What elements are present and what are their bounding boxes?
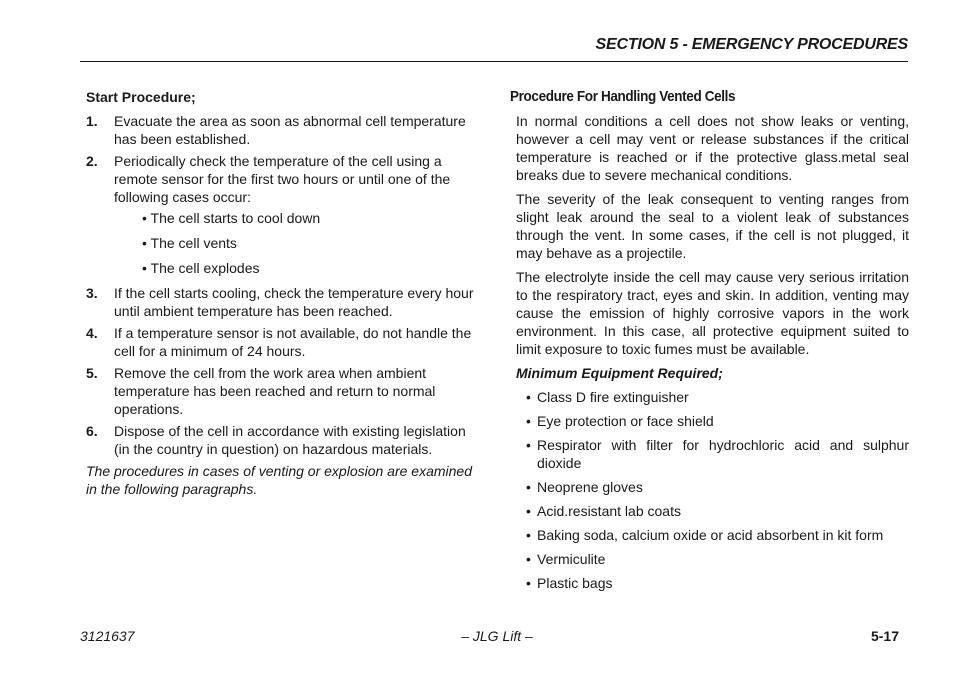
document-number: 3121637 bbox=[80, 628, 135, 644]
equipment-item: • Neoprene gloves bbox=[526, 479, 643, 495]
equipment-item: • Acid.resistant lab coats bbox=[526, 503, 681, 519]
step-number: 2. bbox=[86, 153, 98, 169]
bullet-icon: • bbox=[526, 503, 531, 519]
step-item bbox=[86, 422, 480, 458]
step-text: Evacuate the area as soon as abnormal cell temperature has been established. bbox=[114, 113, 466, 147]
equipment-item: • Vermiculite bbox=[526, 551, 606, 567]
step-number: 5. bbox=[86, 365, 98, 381]
equipment-list bbox=[526, 388, 909, 592]
equipment-item: • Class D fire extinguisher bbox=[526, 389, 689, 405]
bullet-icon: • bbox=[526, 575, 531, 591]
start-procedure-heading: Start Procedure; bbox=[86, 89, 196, 105]
bullet-icon: • bbox=[526, 413, 531, 429]
equipment-heading: Minimum Equipment Required; bbox=[516, 365, 723, 381]
step-item bbox=[86, 324, 480, 360]
paragraph: In normal conditions a cell does not show leaks or venting, however a cell may vent or release substances if the critical temperature is reached or if the protective glass.metal seal breaks due to severe mechanical conditions. bbox=[516, 113, 909, 183]
procedures-note: The procedures in cases of venting or explosion are examined in the following paragraphs. bbox=[86, 463, 472, 497]
start-procedure-steps bbox=[86, 112, 480, 458]
left-column bbox=[86, 88, 480, 498]
step-text: Periodically check the temperature of the cell using a remote sensor for the first two hours or until one of the following cases occur: bbox=[114, 153, 451, 205]
equipment-item: • Plastic bags bbox=[526, 575, 613, 591]
step-number: 4. bbox=[86, 325, 98, 341]
bullet-icon: • bbox=[526, 479, 531, 495]
section-title: SECTION 5 - EMERGENCY PROCEDURES bbox=[595, 36, 908, 53]
step-text: Remove the cell from the work area when ambient temperature has been reached and return to normal operations. bbox=[114, 365, 436, 417]
step-item bbox=[86, 152, 480, 277]
step-item bbox=[86, 112, 480, 148]
step-text: Dispose of the cell in accordance with existing legislation (in the country in question) on hazardous materials. bbox=[114, 423, 466, 457]
equipment-item: • Respirator with filter for hydrochloric acid and sulphur dioxide bbox=[526, 437, 909, 471]
case-item: • The cell starts to cool down bbox=[142, 210, 321, 226]
step-text: If a temperature sensor is not available, do not handle the cell for a minimum of 24 hours. bbox=[114, 325, 472, 359]
footer-brand: – JLG Lift – bbox=[461, 628, 533, 644]
header-divider bbox=[80, 61, 908, 62]
step-number: 1. bbox=[86, 113, 98, 129]
case-item: • The cell explodes bbox=[142, 260, 260, 276]
bullet-icon: • bbox=[526, 551, 531, 567]
bullet-icon: • bbox=[526, 389, 531, 405]
right-column bbox=[510, 88, 909, 598]
vented-cells-heading: Procedure For Handling Vented Cells bbox=[510, 88, 736, 105]
bullet-icon: • bbox=[526, 527, 531, 543]
equipment-item: • Baking soda, calcium oxide or acid absorbent in kit form bbox=[526, 527, 884, 543]
paragraph: The severity of the leak consequent to venting ranges from slight leak around the seal to a violent leak of substances through the vent. In some cases, if the cell is not plugged, it may behave as a projectile. bbox=[516, 191, 909, 261]
equipment-item: • Eye protection or face shield bbox=[526, 413, 714, 429]
step-item bbox=[86, 284, 480, 320]
case-item: • The cell vents bbox=[142, 235, 237, 251]
step-number: 6. bbox=[86, 423, 98, 439]
step-number: 3. bbox=[86, 285, 98, 301]
step-item bbox=[86, 364, 480, 418]
page-number: 5-17 bbox=[870, 628, 899, 644]
paragraph: The electrolyte inside the cell may cause very serious irritation to the respiratory tract, eyes and skin. In addition, venting may cause the emission of highly corrosive vapors in the work environment. In this case, all protective equipment suited to limit exposure to toxic fumes must be available. bbox=[516, 269, 909, 357]
step-text: If the cell starts cooling, check the temperature every hour until ambient temperature has been reached. bbox=[114, 285, 474, 319]
cases-list bbox=[142, 209, 480, 277]
bullet-icon: • bbox=[526, 437, 531, 453]
